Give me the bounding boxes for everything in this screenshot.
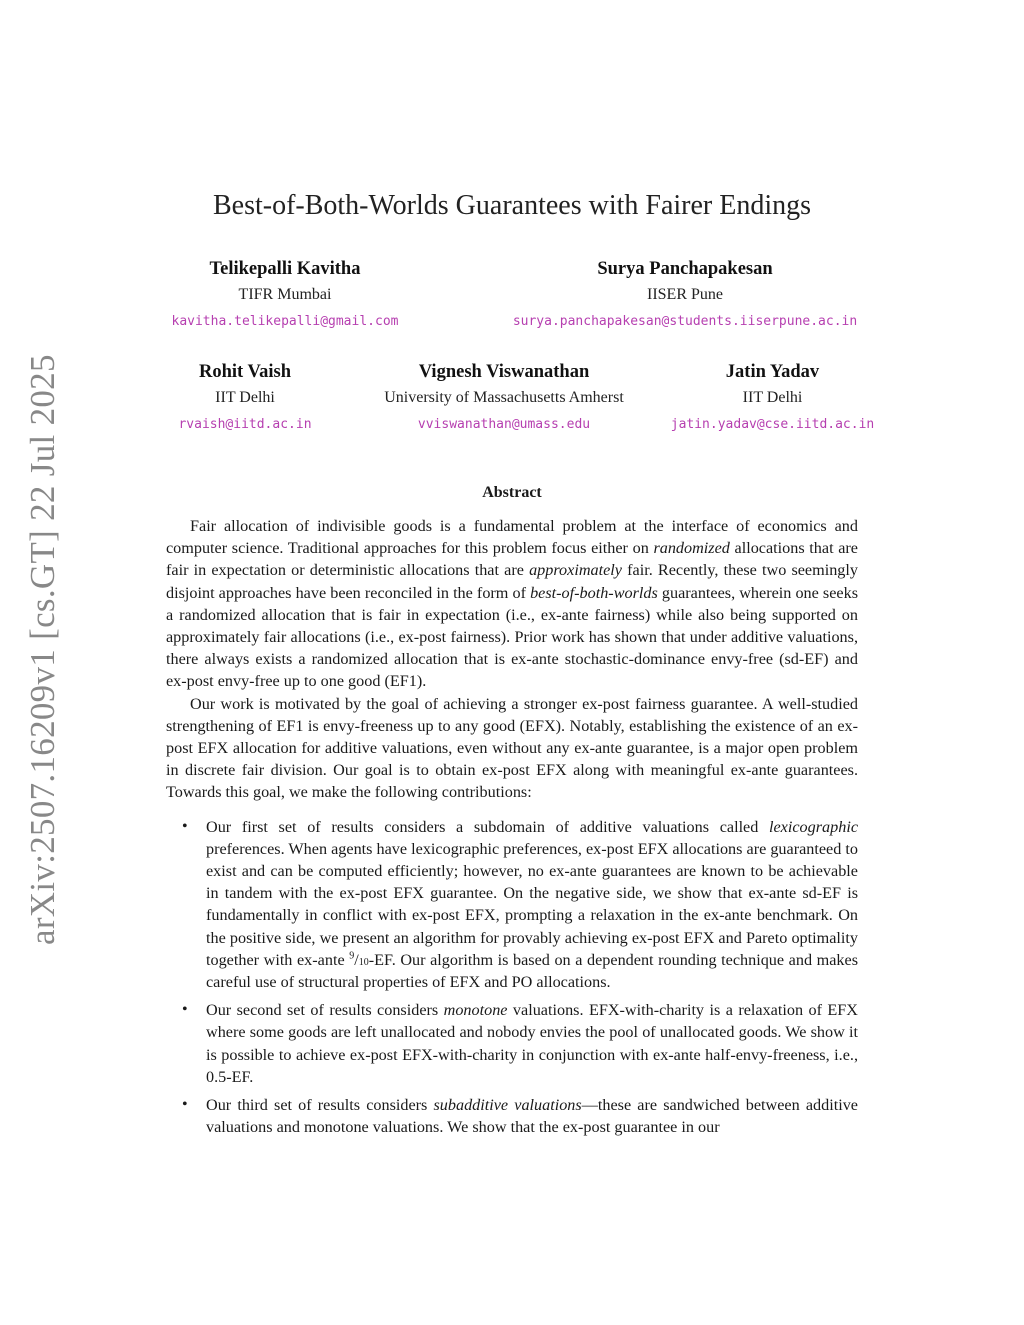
emphasis: best-of-both-worlds <box>530 583 658 602</box>
text-run: allocations that are fair in expectation or deterministic allocations that are <box>166 539 858 580</box>
list-item: • Our first set of results considers a subdomain of additive valuations called lexicographic preferences. When agents have lexicographic preferences, ex-post EFX allocations are guaranteed to exist and can be computed efficiently; however, no ex-ante guarantees are known to be achievable in tandem with the ex-post EFX guarantee. On the negative side, we show that ex-ante sd-EF is fundamentally in conflict with ex-post EFX, prompting a relaxation in the ex-ante benchmark. On the positive side, we present an algorithm for provably achieving ex-post EFX and Pareto optimality together with ex-ante $^9$/10-EF. Our algorithm is based on a dependent rounding technique and makes careful use of structural properties of EFX and PO allocations. <box>206 816 858 994</box>
fraction-denominator: 10 <box>358 956 369 968</box>
author-affiliation: IISER Pune <box>647 286 723 303</box>
text-run: Fair allocation of indivisible goods is a fundamental problem at the interface of economics and computer science. Traditional approaches for this problem focus either on <box>166 517 858 558</box>
abstract-heading: Abstract <box>482 484 542 501</box>
author-affiliation: IIT Delhi <box>215 389 275 406</box>
text-run: -EF. Our algorithm is based on a dependent rounding technique and makes careful use of structural properties of EFX and PO allocations. <box>206 950 858 992</box>
abstract-body <box>166 515 858 1144</box>
emphasis: lexicographic <box>769 817 858 836</box>
author-affiliation: University of Massachusetts Amherst <box>384 389 624 406</box>
author-name: Vignesh Viswanathan <box>418 362 590 382</box>
abstract-paragraph <box>166 515 858 693</box>
author-email-link[interactable]: surya.panchapakesan@students.iiserpune.ac.in <box>512 314 858 329</box>
emphasis: randomized <box>653 539 730 558</box>
author-email-link[interactable]: vviswanathan@umass.edu <box>417 417 591 432</box>
author-name: Rohit Vaish <box>198 362 292 382</box>
author-affiliation: IIT Delhi <box>742 389 803 406</box>
author-name: Surya Panchapakesan <box>597 259 773 279</box>
paper-title: Best-of-Both-Worlds Guarantees with Fairer Endings <box>212 190 812 221</box>
text-run: Our second set of results considers <box>206 1001 444 1020</box>
author-block <box>470 256 900 336</box>
contributions-list <box>166 816 858 1139</box>
author-affiliation: TIFR Mumbai <box>238 286 332 303</box>
abstract-paragraph: Our work is motivated by the goal of achieving a stronger ex-post fairness guarantee. A well-studied strengthening of EF1 is envy-freeness up to any good (EFX). Notably, establishing the existence of an ex-post EFX allocation for additive valuations, even without any ex-ante guarantee, is a major open problem in discrete fair division. Our goal is to obtain ex-post EFX along with meaningful ex-ante guarantees. Towards this goal, we make the following contributions: <box>166 694 858 802</box>
text-run: Our first set of results considers a subdomain of additive valuations called <box>206 817 769 836</box>
author-block <box>655 359 890 439</box>
text-run: —these are sandwiched between additive valuations and monotone valuations. We show that the ex-post guarantee in our <box>206 1096 858 1137</box>
author-name: Jatin Yadav <box>725 362 820 382</box>
text-run: Our third set of results considers <box>206 1096 434 1115</box>
list-item <box>206 1094 858 1138</box>
arxiv-identifier[interactable]: arXiv:2507.16209v1 [cs.GT] 22 Jul 2025 <box>23 354 62 945</box>
emphasis: approximately <box>529 561 622 580</box>
text-run: valuations. EFX-with-charity is a relaxation of EFX where some goods are left unallocated and nobody envies the pool of unallocated goods. We show it is possible to achieve ex-post EFX-with-charity in conjunction with ex-ante half-envy-freeness, i.e., 0.5-EF. <box>206 1001 858 1086</box>
emphasis: monotone <box>443 1001 508 1020</box>
author-name: Telikepalli Kavitha <box>209 259 361 279</box>
author-block <box>150 256 420 336</box>
list-item <box>206 999 858 1088</box>
author-block <box>354 359 654 439</box>
fraction-numerator: 9 <box>349 950 355 962</box>
author-email-link[interactable]: rvaish@iitd.ac.in <box>178 417 312 432</box>
text-run: fair. Recently, these two seemingly disjoint approaches have been reconciled in the form of <box>166 561 858 602</box>
text-run: guarantees, wherein one seeks a randomized allocation that is fair in expectation (i.e., ex-ante fairness) while also being supported on approximately fair allocations (i.e., ex-post fairness). Prior work has shown that under additive valuations, there always exists a randomized allocation that is ex-ante stochastic-dominance envy-free (sd-EF) and ex-post envy-free up to one good (EF1). <box>166 583 858 691</box>
author-email-link[interactable]: kavitha.telikepalli@gmail.com <box>171 314 399 329</box>
text-run: preferences. When agents have lexicographic preferences, ex-post EFX allocations are guaranteed to exist and can be computed efficiently; however, no ex-ante guarantees are known to be achievable in tandem with the ex-post EFX guarantee. On the negative side, we show that ex-ante sd-EF is fundamentally in conflict with ex-post EFX, prompting a relaxation in the ex-ante benchmark. On the positive side, we present an algorithm for provably achieving ex-post EFX and Pareto optimality together with ex-ante <box>206 839 858 969</box>
author-block <box>140 359 350 439</box>
emphasis: subadditive valuations <box>433 1096 582 1115</box>
author-email-link[interactable]: jatin.yadav@cse.iitd.ac.in <box>670 417 875 432</box>
